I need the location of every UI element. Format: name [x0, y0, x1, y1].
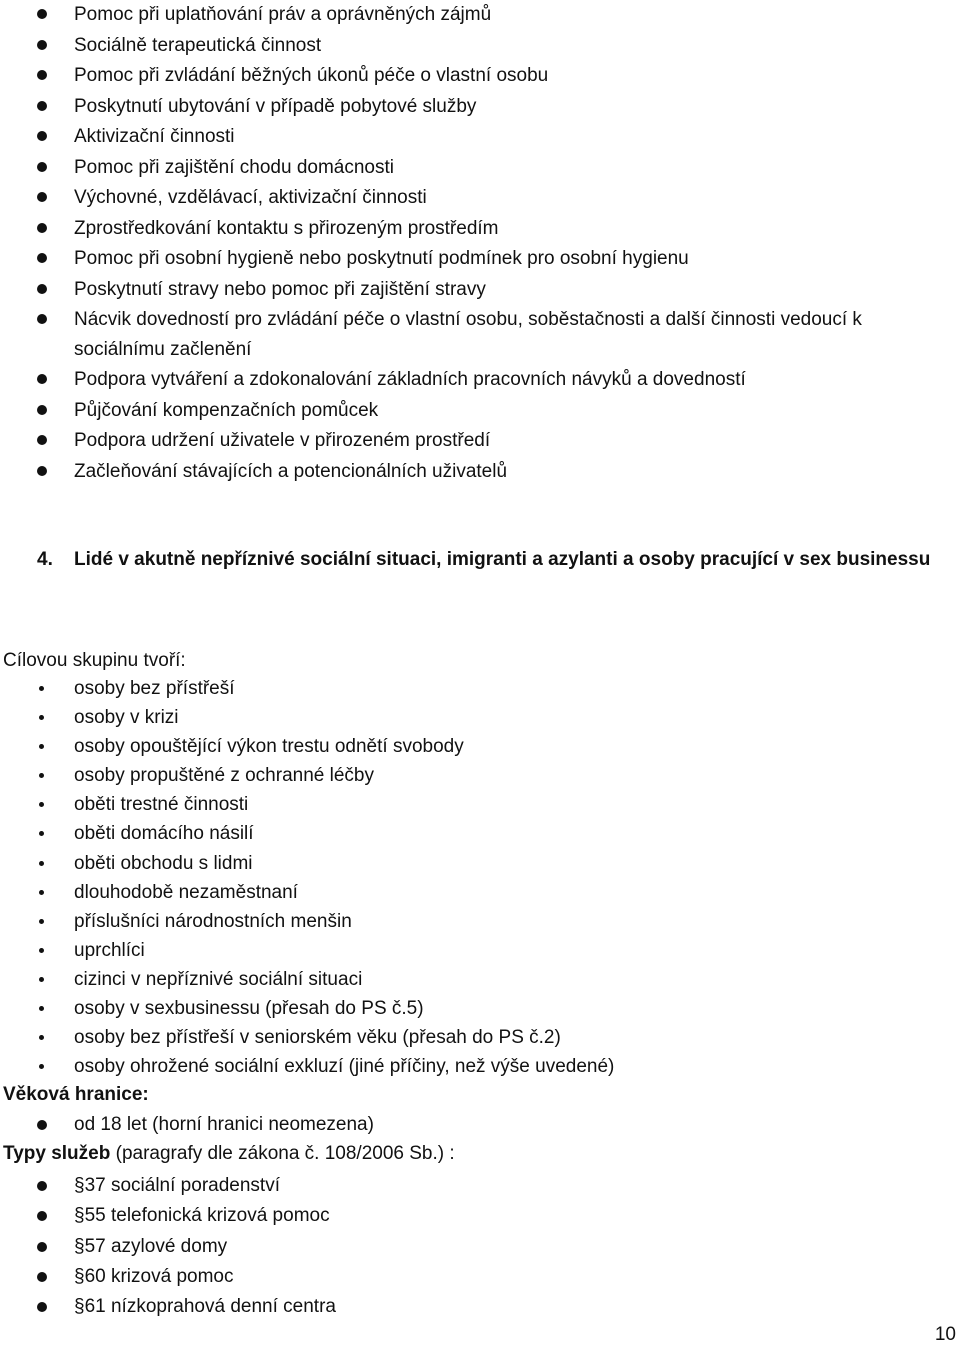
list-item: Podpora vytváření a zdokonalování základních pracovních návyků a dovedností [0, 365, 960, 396]
list-item: Aktivizační činnosti [0, 122, 960, 153]
list-item: Zprostředkování kontaktu s přirozeným prostředím [0, 214, 960, 245]
bullet-icon [37, 1302, 47, 1312]
bullet-icon [37, 1242, 47, 1252]
list-item: Pomoc při zajištění chodu domácnosti [0, 153, 960, 184]
target-group-label: Cílovou skupinu tvoří: [3, 650, 186, 671]
list-item: příslušníci národnostních menšin [0, 907, 960, 936]
bullet-icon [39, 861, 44, 866]
bullet-icon [39, 1064, 44, 1069]
list-item: osoby opouštějící výkon trestu odnětí svobody [0, 732, 960, 761]
service-types-label: Typy služeb (paragrafy dle zákona č. 108/2006 Sb.) : [3, 1143, 455, 1164]
bullet-icon [37, 1181, 47, 1191]
section-title: Lidé v akutně nepříznivé sociální situaci, imigranti a azylanti a osoby pracující v sex businessu [74, 549, 931, 570]
age-limit-list [0, 1110, 374, 1140]
list-item: osoby bez přístřeší [0, 674, 960, 703]
page-number: 10 [934, 1324, 956, 1345]
bullet-icon [39, 977, 44, 982]
list-item: Pomoc při osobní hygieně nebo poskytnutí podmínek pro osobní hygienu [0, 244, 960, 275]
bullet-icon [37, 374, 47, 384]
bullet-icon [39, 831, 44, 836]
bullet-icon [39, 919, 44, 924]
bullet-icon [39, 744, 44, 749]
bullet-icon [37, 162, 47, 172]
bullet-icon [39, 802, 44, 807]
list-item: Poskytnutí ubytování v případě pobytové služby [0, 92, 960, 123]
bullet-icon [37, 192, 47, 202]
list-item: §61 nízkoprahová denní centra [0, 1292, 336, 1322]
bullet-icon [39, 686, 44, 691]
bullet-icon [37, 314, 47, 324]
bullet-icon [37, 40, 47, 50]
list-item: §37 sociální poradenství [0, 1171, 336, 1201]
activities-list [0, 0, 960, 487]
list-item: osoby v krizi [0, 703, 960, 732]
bullet-icon [39, 890, 44, 895]
list-item: osoby v sexbusinessu (přesah do PS č.5) [0, 994, 960, 1023]
list-item: Pomoc při zvládání běžných úkonů péče o vlastní osobu [0, 61, 960, 92]
list-item: cizinci v nepříznivé sociální situaci [0, 965, 960, 994]
bullet-icon [39, 1006, 44, 1011]
list-item: oběti trestné činnosti [0, 790, 960, 819]
bullet-icon [37, 253, 47, 263]
list-item: osoby bez přístřeší v seniorském věku (přesah do PS č.2) [0, 1023, 960, 1052]
list-item: osoby ohrožené sociální exkluzí (jiné příčiny, než výše uvedené) [0, 1052, 960, 1081]
bullet-icon [39, 1035, 44, 1040]
list-item: osoby propuštěné z ochranné léčby [0, 761, 960, 790]
bullet-icon [39, 948, 44, 953]
list-item: Sociálně terapeutická činnost [0, 31, 960, 62]
list-item: Pomoc při uplatňování práv a oprávněných zájmů [0, 0, 960, 31]
list-item: Výchovné, vzdělávací, aktivizační činnosti [0, 183, 960, 214]
section-number: 4. [37, 549, 53, 570]
bullet-icon [37, 1120, 47, 1130]
list-item: uprchlíci [0, 936, 960, 965]
bullet-icon [37, 101, 47, 111]
bullet-icon [37, 1272, 47, 1282]
bullet-icon [37, 223, 47, 233]
bullet-icon [37, 9, 47, 19]
list-item: oběti domácího násilí [0, 819, 960, 848]
list-item: Nácvik dovedností pro zvládání péče o vlastní osobu, soběstačnosti a další činnosti vedoucí k sociálnímu začlenění [0, 305, 960, 365]
bullet-icon [39, 773, 44, 778]
list-item: Půjčování kompenzačních pomůcek [0, 396, 960, 427]
target-group-list [0, 674, 960, 1081]
list-item: od 18 let (horní hranici neomezena) [0, 1110, 374, 1140]
bullet-icon [37, 466, 47, 476]
bullet-icon [37, 284, 47, 294]
list-item: oběti obchodu s lidmi [0, 849, 960, 878]
bullet-icon [37, 405, 47, 415]
bullet-icon [39, 715, 44, 720]
bullet-icon [37, 131, 47, 141]
list-item: Podpora udržení uživatele v přirozeném prostředí [0, 426, 960, 457]
bullet-icon [37, 1211, 47, 1221]
list-item: §60 krizová pomoc [0, 1262, 336, 1292]
age-limit-label: Věková hranice: [3, 1084, 149, 1105]
section-heading [37, 538, 957, 581]
bullet-icon [37, 435, 47, 445]
list-item: Začleňování stávajících a potencionálních uživatelů [0, 457, 960, 488]
list-item: Poskytnutí stravy nebo pomoc při zajištění stravy [0, 275, 960, 306]
list-item: §57 azylové domy [0, 1232, 336, 1262]
bullet-icon [37, 70, 47, 80]
list-item: §55 telefonická krizová pomoc [0, 1201, 336, 1231]
list-item: dlouhodobě nezaměstnaní [0, 878, 960, 907]
service-types-list [0, 1171, 336, 1322]
